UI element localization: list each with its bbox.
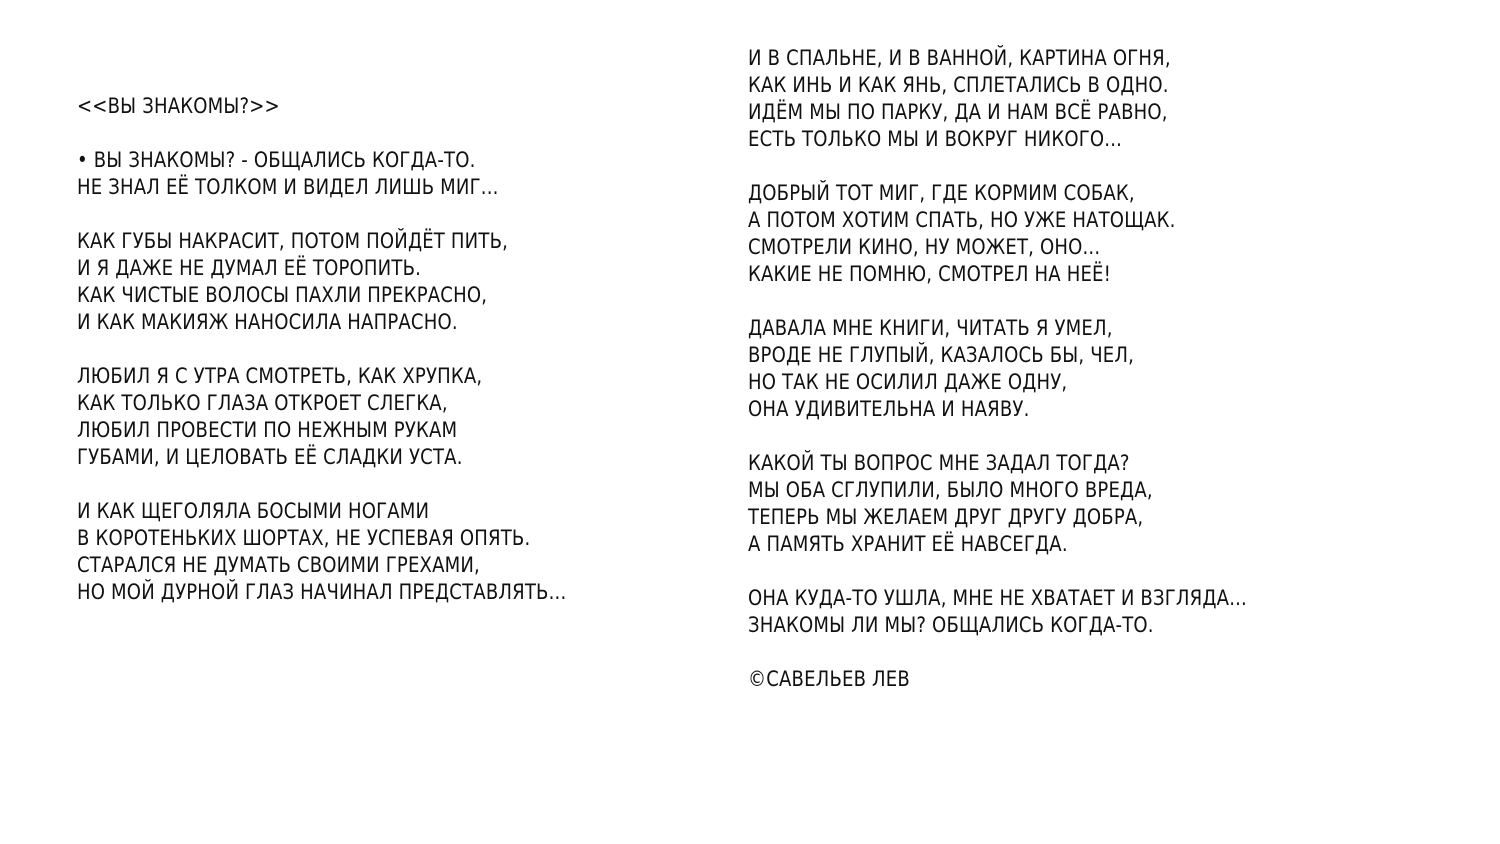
poem-title: <<ВЫ ЗНАКОМЫ?>> — [77, 94, 280, 118]
poem-stanza — [77, 228, 717, 336]
poem-line: А ПОТОМ ХОТИМ СПАТЬ, НО УЖЕ НАТОЩАК. — [748, 208, 1176, 232]
poem-stanza — [748, 180, 1468, 288]
poem-line: И Я ДАЖЕ НЕ ДУМАЛ ЕЁ ТОРОПИТЬ. — [77, 256, 422, 280]
poem-right-column — [748, 45, 1468, 693]
poem-line: ЛЮБИЛ Я С УТРА СМОТРЕТЬ, КАК ХРУПКА, — [77, 364, 483, 388]
poem-line: ДАВАЛА МНЕ КНИГИ, ЧИТАТЬ Я УМЕЛ, — [748, 316, 1113, 340]
poem-line: ЕСТЬ ТОЛЬКО МЫ И ВОКРУГ НИКОГО... — [748, 127, 1123, 151]
poem-line: КАК ГУБЫ НАКРАСИТ, ПОТОМ ПОЙДЁТ ПИТЬ, — [77, 229, 509, 253]
poem-stanza — [748, 450, 1468, 558]
poem-stanza — [748, 585, 1468, 639]
poem-line: ВРОДЕ НЕ ГЛУПЫЙ, КАЗАЛОСЬ БЫ, ЧЕЛ, — [748, 343, 1135, 367]
poem-line: ТЕПЕРЬ МЫ ЖЕЛАЕМ ДРУГ ДРУГУ ДОБРА, — [748, 505, 1144, 529]
poem-line: И КАК МАКИЯЖ НАНОСИЛА НАПРАСНО. — [77, 310, 458, 334]
poem-line: И КАК ЩЕГОЛЯЛА БОСЫМИ НОГАМИ — [77, 499, 430, 523]
poem-line: • ВЫ ЗНАКОМЫ? - ОБЩАЛИСЬ КОГДА-ТО. — [77, 148, 476, 172]
poem-line: СМОТРЕЛИ КИНО, НУ МОЖЕТ, ОНО... — [748, 235, 1101, 259]
poem-line: НЕ ЗНАЛ ЕЁ ТОЛКОМ И ВИДЕЛ ЛИШЬ МИГ... — [77, 175, 499, 199]
poem-line: НО МОЙ ДУРНОЙ ГЛАЗ НАЧИНАЛ ПРЕДСТАВЛЯТЬ... — [77, 580, 567, 604]
poem-line: ОНА КУДА-ТО УШЛА, МНЕ НЕ ХВАТАЕТ И ВЗГЛЯДА... — [748, 586, 1247, 610]
poem-line: В КОРОТЕНЬКИХ ШОРТАХ, НЕ УСПЕВАЯ ОПЯТЬ. — [77, 526, 531, 550]
poem-left-column — [77, 93, 717, 606]
poem-line: КАК ТОЛЬКО ГЛАЗА ОТКРОЕТ СЛЕГКА, — [77, 391, 448, 415]
poem-line: МЫ ОБА СГЛУПИЛИ, БЫЛО МНОГО ВРЕДА, — [748, 478, 1153, 502]
poem-line: И В СПАЛЬНЕ, И В ВАННОЙ, КАРТИНА ОГНЯ, — [748, 46, 1171, 70]
poem-stanza — [77, 147, 717, 201]
poem-stanza — [748, 315, 1468, 423]
poem-line: ИДЁМ МЫ ПО ПАРКУ, ДА И НАМ ВСЁ РАВНО, — [748, 100, 1168, 124]
poem-line: ОНА УДИВИТЕЛЬНА И НАЯВУ. — [748, 397, 1030, 421]
poem-line: ГУБАМИ, И ЦЕЛОВАТЬ ЕЁ СЛАДКИ УСТА. — [77, 445, 463, 469]
poem-line: КАК ИНЬ И КАК ЯНЬ, СПЛЕТАЛИСЬ В ОДНО. — [748, 73, 1169, 97]
poem-stanza — [77, 363, 717, 471]
author-signature: ©САВЕЛЬЕВ ЛЕВ — [748, 667, 910, 691]
poem-stanza — [748, 45, 1468, 153]
poem-line: ЛЮБИЛ ПРОВЕСТИ ПО НЕЖНЫМ РУКАМ — [77, 418, 458, 442]
poem-line: ДОБРЫЙ ТОТ МИГ, ГДЕ КОРМИМ СОБАК, — [748, 181, 1135, 205]
poem-line: КАК ЧИСТЫЕ ВОЛОСЫ ПАХЛИ ПРЕКРАСНО, — [77, 283, 488, 307]
poem-line: НО ТАК НЕ ОСИЛИЛ ДАЖЕ ОДНУ, — [748, 370, 1068, 394]
poem-line: ЗНАКОМЫ ЛИ МЫ? ОБЩАЛИСЬ КОГДА-ТО. — [748, 613, 1154, 637]
poem-stanza — [77, 498, 717, 606]
poem-line: СТАРАЛСЯ НЕ ДУМАТЬ СВОИМИ ГРЕХАМИ, — [77, 553, 480, 577]
poem-line: КАКОЙ ТЫ ВОПРОС МНЕ ЗАДАЛ ТОГДА? — [748, 451, 1130, 475]
poem-line: КАКИЕ НЕ ПОМНЮ, СМОТРЕЛ НА НЕЁ! — [748, 262, 1112, 286]
poem-line: А ПАМЯТЬ ХРАНИТ ЕЁ НАВСЕГДА. — [748, 532, 1068, 556]
